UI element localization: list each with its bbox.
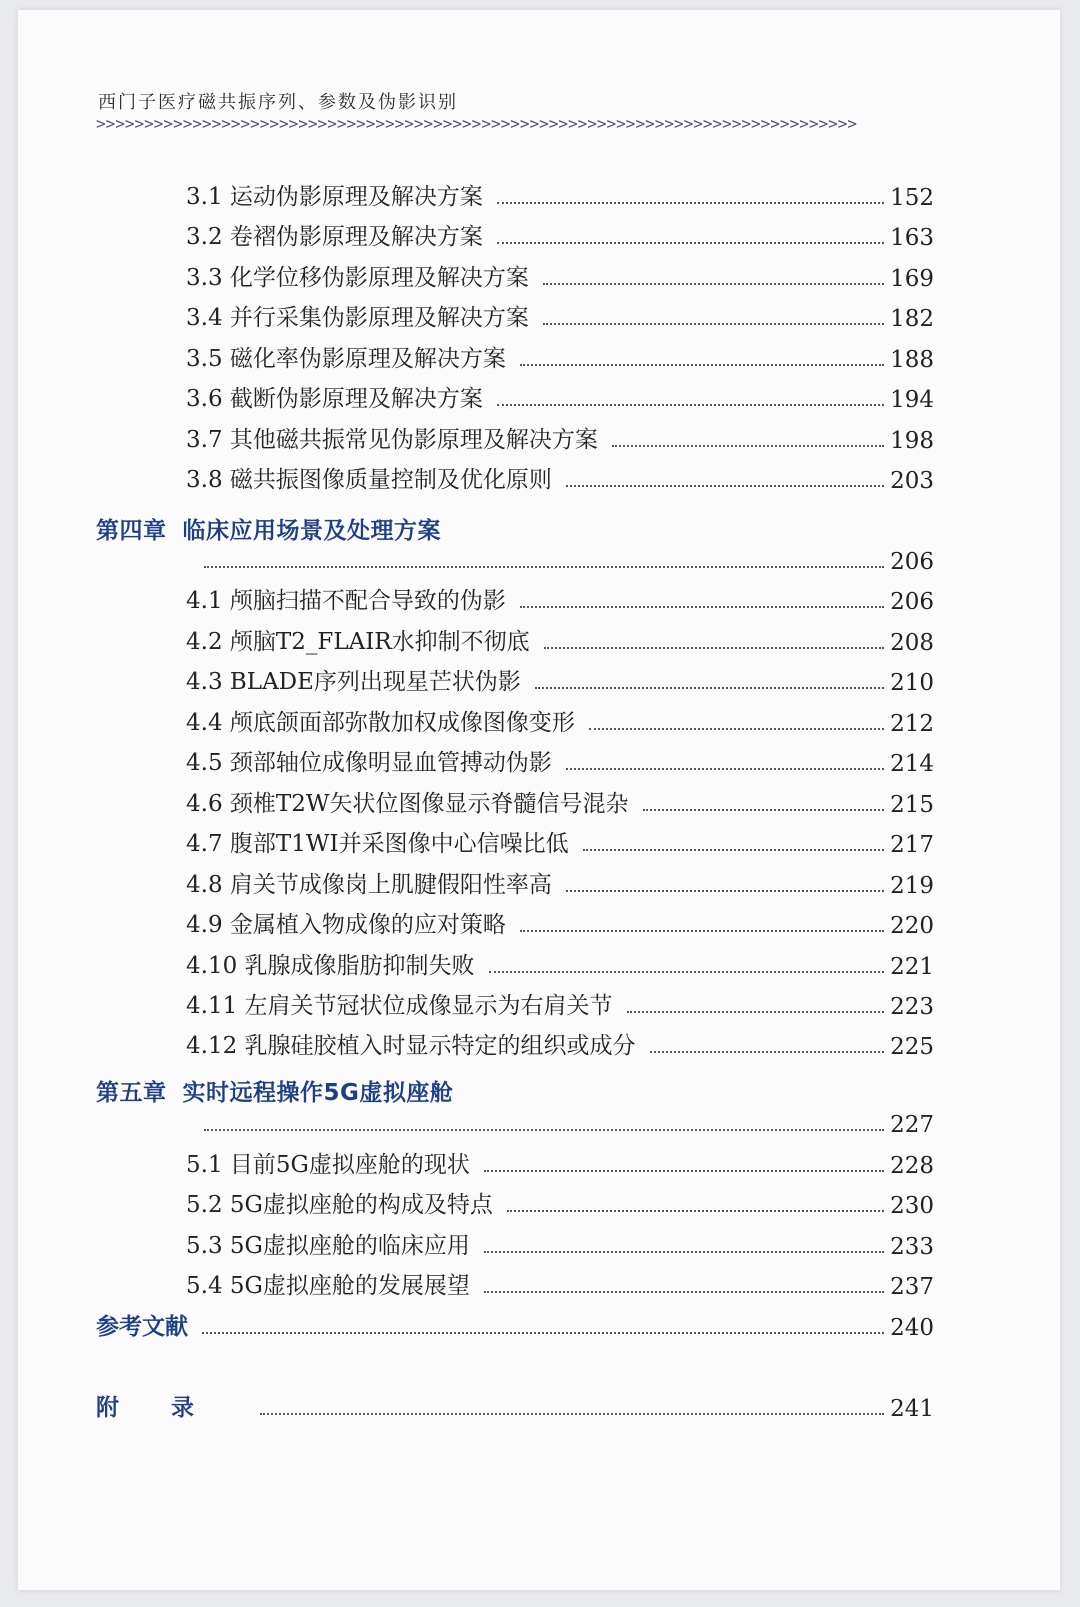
toc-page-number: 237: [890, 1274, 934, 1300]
dot-leader: [566, 890, 884, 892]
chapter-number: 第四章: [96, 518, 167, 544]
toc-page-number: 194: [890, 387, 934, 413]
toc-entry-4-5[interactable]: [186, 743, 934, 777]
toc-entry-label: 4.9 金属植入物成像的应对策略: [186, 912, 506, 938]
toc-entry-5-3[interactable]: [186, 1226, 934, 1260]
toc-entry-label: 4.10 乳腺成像脂肪抑制失败: [186, 953, 475, 979]
toc-entry-3-8[interactable]: [186, 460, 934, 494]
toc-page-number: 206: [890, 549, 934, 575]
toc-entry-label: 4.12 乳腺硅胶植入时显示特定的组织或成分: [186, 1033, 636, 1059]
dot-leader: [643, 809, 885, 811]
toc-entry-4-4[interactable]: [186, 703, 934, 737]
toc-entry-3-4[interactable]: [186, 298, 934, 332]
dot-leader: [589, 728, 884, 730]
toc-page-number: 233: [890, 1234, 934, 1260]
dot-leader: [566, 485, 884, 487]
toc-entry-label: 3.2 卷褶伪影原理及解决方案: [186, 224, 483, 250]
running-header: 西门子医疗磁共振序列、参数及伪影识别: [98, 92, 458, 113]
toc-entry-label: 3.1 运动伪影原理及解决方案: [186, 184, 483, 210]
toc-page-number: 230: [890, 1193, 934, 1219]
toc-page-number: 206: [890, 589, 934, 615]
chapter-heading-5[interactable]: [96, 1074, 453, 1107]
toc-entry-4-9[interactable]: [186, 905, 934, 939]
toc-entry-label: 5.1 目前5G虚拟座舱的现状: [186, 1152, 470, 1178]
toc-entry-label: 3.7 其他磁共振常见伪影原理及解决方案: [186, 427, 598, 453]
toc-entry-label: 4.4 颅底颌面部弥散加权成像图像变形: [186, 710, 575, 736]
toc-entry-label: 5.3 5G虚拟座舱的临床应用: [186, 1233, 470, 1259]
toc-entry-label: 4.3 BLADE序列出现星芒状伪影: [186, 669, 521, 695]
toc-entry-appendix[interactable]: [96, 1388, 934, 1422]
toc-page-number: 228: [890, 1153, 934, 1179]
toc-page-number: 163: [890, 225, 934, 251]
dot-leader: [497, 202, 884, 204]
toc-entry-4-1[interactable]: [186, 581, 934, 615]
toc-entry-3-3[interactable]: [186, 258, 934, 292]
toc-entry-label: 3.5 磁化率伪影原理及解决方案: [186, 346, 506, 372]
dot-leader: [497, 404, 884, 406]
toc-entry-label: 4.11 左肩关节冠状位成像显示为右肩关节: [186, 993, 613, 1019]
toc-entry-5-2[interactable]: [186, 1185, 934, 1219]
toc-entry-label: 4.1 颅脑扫描不配合导致的伪影: [186, 588, 506, 614]
toc-entry-label: 4.5 颈部轴位成像明显血管搏动伪影: [186, 750, 552, 776]
dot-leader: [260, 1413, 884, 1415]
dot-leader: [484, 1291, 884, 1293]
chapter-5-page-line[interactable]: [204, 1104, 934, 1138]
dot-leader: [520, 930, 884, 932]
header-rule: >>>>>>>>>>>>>>>>>>>>>>>>>>>>>>>>>>>>>>>>>>>>>>>>>>>>>>>>>>>>>>>>>>>>>>>>>>>>>>>: [96, 114, 857, 133]
dot-leader: [543, 323, 884, 325]
toc-entry-label: 3.3 化学位移伪影原理及解决方案: [186, 265, 529, 291]
toc-entry-4-11[interactable]: [186, 986, 934, 1020]
toc-entry-label: 3.8 磁共振图像质量控制及优化原则: [186, 467, 552, 493]
dot-leader: [583, 849, 885, 851]
dot-leader: [544, 647, 884, 649]
chapter-title: 实时远程操作5G虚拟座舱: [182, 1080, 454, 1106]
toc-page-number: 152: [890, 185, 934, 211]
toc-page-number: 223: [890, 994, 934, 1020]
toc-entry-4-3[interactable]: [186, 662, 934, 696]
dot-leader: [204, 566, 884, 568]
toc-entry-3-1[interactable]: [186, 177, 934, 211]
toc-entry-label: 4.7 腹部T1WI并采图像中心信噪比低: [186, 831, 569, 857]
toc-page-number: 203: [890, 468, 934, 494]
dot-leader: [520, 364, 884, 366]
toc-page-number: 240: [890, 1315, 934, 1341]
toc-entry-3-6[interactable]: [186, 379, 934, 413]
toc-entry-4-2[interactable]: [186, 622, 934, 656]
toc-entry-4-8[interactable]: [186, 865, 934, 899]
chapter-title: 临床应用场景及处理方案: [182, 518, 441, 544]
toc-entry-label: 4.2 颅脑T2_FLAIR水抑制不彻底: [186, 629, 530, 655]
toc-page-number: 215: [890, 792, 934, 818]
toc-page-number: 198: [890, 428, 934, 454]
toc-entry-4-10[interactable]: [186, 946, 934, 980]
dot-leader: [484, 1251, 884, 1253]
toc-entry-3-2[interactable]: [186, 217, 934, 251]
toc-page-number: 212: [890, 711, 934, 737]
dot-leader: [535, 687, 884, 689]
toc-entry-label: 3.6 截断伪影原理及解决方案: [186, 386, 483, 412]
dot-leader: [612, 445, 884, 447]
toc-page-number: 217: [890, 832, 934, 858]
toc-entry-label: 5.4 5G虚拟座舱的发展展望: [186, 1273, 470, 1299]
dot-leader: [484, 1170, 884, 1172]
toc-page-number: 188: [890, 347, 934, 373]
toc-entry-references[interactable]: [96, 1307, 934, 1341]
dot-leader: [507, 1210, 884, 1212]
toc-page-number: 214: [890, 751, 934, 777]
toc-page-number: 220: [890, 913, 934, 939]
toc-entry-label: 附录: [96, 1395, 246, 1421]
dot-leader: [627, 1011, 885, 1013]
toc-entry-label: 5.2 5G虚拟座舱的构成及特点: [186, 1192, 493, 1218]
dot-leader: [497, 242, 884, 244]
toc-page-number: 227: [890, 1112, 934, 1138]
toc-page-number: 221: [890, 954, 934, 980]
toc-entry-3-5[interactable]: [186, 339, 934, 373]
dot-leader: [566, 768, 884, 770]
toc-entry-4-7[interactable]: [186, 824, 934, 858]
dot-leader: [543, 283, 884, 285]
chapter-number: 第五章: [96, 1080, 167, 1106]
dot-leader: [489, 971, 885, 973]
toc-entry-label: 3.4 并行采集伪影原理及解决方案: [186, 305, 529, 331]
toc-page-number: 182: [890, 306, 934, 332]
toc-page-number: 241: [890, 1396, 934, 1422]
toc-entry-5-1[interactable]: [186, 1145, 934, 1179]
chapter-4-page-line[interactable]: [204, 541, 934, 575]
toc-entry-label: 4.8 肩关节成像岗上肌腱假阳性率高: [186, 872, 552, 898]
toc-page-number: 169: [890, 266, 934, 292]
book-page: [18, 10, 1060, 1590]
toc-entry-label: 参考文献: [96, 1314, 188, 1340]
dot-leader: [202, 1332, 884, 1334]
toc-page-number: 219: [890, 873, 934, 899]
toc-entry-3-7[interactable]: [186, 420, 934, 454]
toc-entry-4-6[interactable]: [186, 784, 934, 818]
toc-page-number: 208: [890, 630, 934, 656]
toc-entry-label: 4.6 颈椎T2W矢状位图像显示脊髓信号混杂: [186, 791, 629, 817]
toc-entry-5-4[interactable]: [186, 1266, 934, 1300]
toc-entry-4-12[interactable]: [186, 1026, 934, 1060]
dot-leader: [520, 606, 884, 608]
dot-leader: [650, 1051, 885, 1053]
dot-leader: [204, 1129, 884, 1131]
toc-page-number: 225: [890, 1034, 934, 1060]
toc-page-number: 210: [890, 670, 934, 696]
